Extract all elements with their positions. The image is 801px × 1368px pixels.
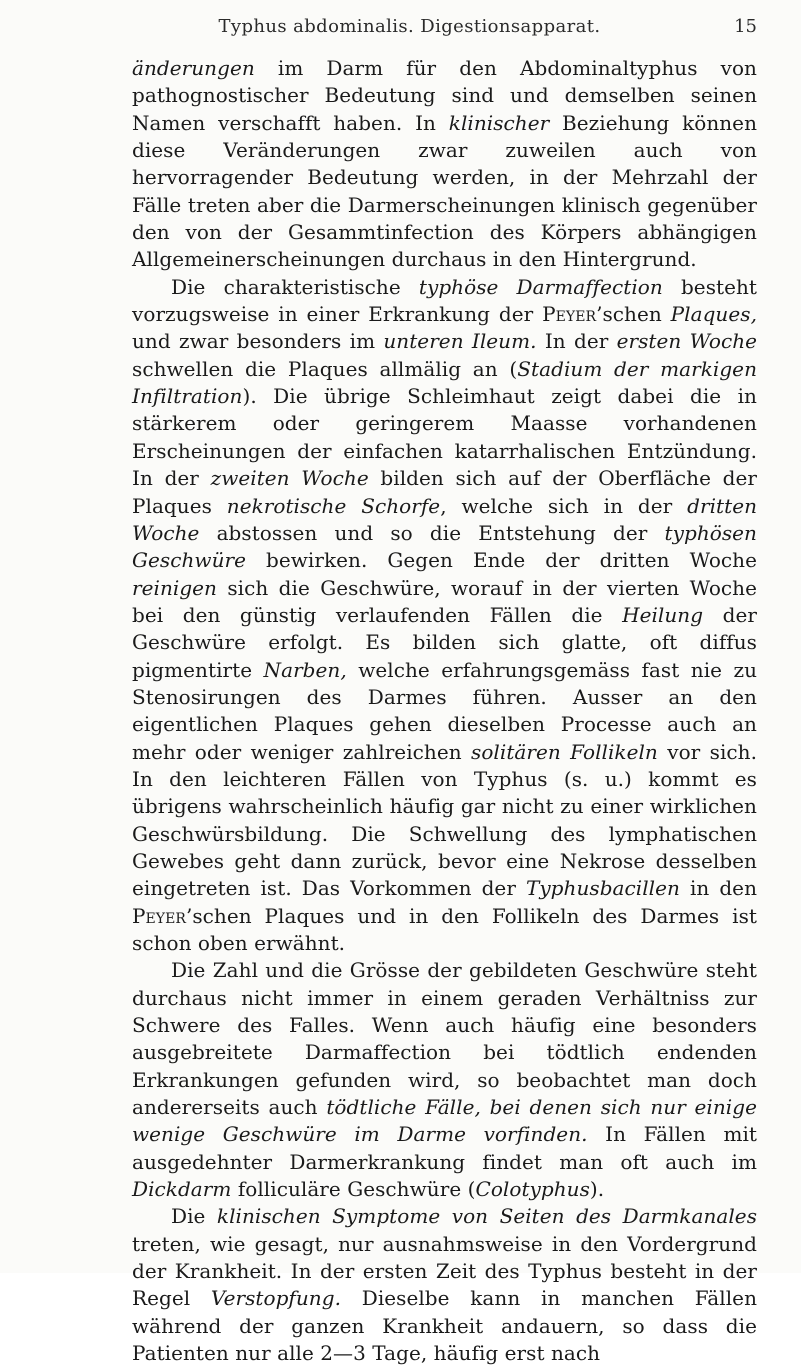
emphasis: Stadium der markigen Infiltration xyxy=(132,356,757,409)
emphasis: tödtliche Fälle, bei denen sich nur einige wenige Geschwüre im Darme vorfinden. xyxy=(132,1095,757,1147)
text-run: , welche sich in der xyxy=(440,493,688,518)
text-run: und zwar besonders im xyxy=(132,329,384,354)
text-run: folliculäre Geschwüre ( xyxy=(231,1177,476,1202)
emphasis: typhöse Darmaffection xyxy=(418,274,663,299)
body-text xyxy=(132,55,757,1368)
text-run: In der xyxy=(536,329,617,354)
text-run: im Darm für den Abdominaltyphus von pathognostischer Bedeutung sind und demselben seinen Namen verschafft haben. In xyxy=(132,56,757,135)
text-run: ). xyxy=(589,1177,605,1202)
text-run: der Geschwüre erfolgt. Es bilden sich glatte, oft diffus pigmentirte xyxy=(132,602,757,682)
text-run: schwellen die Plaques allmälig an ( xyxy=(132,356,518,381)
name-small-caps: Peyer xyxy=(542,302,597,327)
text-run: treten, wie gesagt, nur ausnahmsweise in den Vordergrund der Krankheit. In der ersten Zeit des Typhus besteht in der Regel xyxy=(132,1231,757,1311)
text-run: sich die Geschwüre, worauf in der vierten Woche bei den günstig verlaufenden Fällen die xyxy=(132,575,757,627)
emphasis: Colotyphus xyxy=(475,1177,590,1202)
emphasis: unteren Ileum. xyxy=(383,329,537,354)
text-run: Die Zahl und die Grösse der gebildeten Geschwüre steht durchaus nicht immer in einem geraden Verhältniss zur Schwere des Falles. Wenn auch häufig eine besonders ausgebreitete Darmaffection bei tödtlich endenden Erkrankungen gefunden wird, so beobachtet man doch andererseits auch xyxy=(132,958,757,1120)
emphasis: Typhusbacillen xyxy=(525,876,680,901)
text-run: In Fällen mit ausgedehnter Darmerkrankung findet man oft auch im xyxy=(132,1122,758,1174)
running-title: Typhus abdominalis. Digestionsapparat. xyxy=(218,16,601,37)
paragraph xyxy=(132,274,757,958)
emphasis: Narben, xyxy=(263,657,347,682)
text-run: Die charakteristische xyxy=(171,274,419,299)
text-run: ’schen xyxy=(596,302,671,327)
text-run: vor sich. In den leichteren Fällen von Typhus (s. u.) kommt es übrigens wahrscheinlich häufig gar nicht zu einer wirklichen Geschwürsbildung. Die Schwellung des lymphatischen Gewebes geht dann zurück, bevor eine Nekrose desselben eingetreten ist. Das Vorkommen der xyxy=(132,739,758,901)
emphasis: dritten Woche xyxy=(132,493,758,545)
emphasis: änderungen xyxy=(132,56,255,80)
text-run: besteht vorzugsweise in einer Erkrankung der xyxy=(132,274,758,327)
emphasis: klinischer xyxy=(448,110,550,135)
emphasis: klinischen Symptome von Seiten des Darmkanales xyxy=(216,1204,758,1229)
text-run: Dieselbe kann in manchen Fällen während der ganzen Krankheit andauern, so dass die Patienten nur alle 2—3 Tage, häufig erst nach xyxy=(132,1286,757,1366)
emphasis: typhösen Geschwüre xyxy=(132,520,757,573)
text-run: ). Die übrige Schleimhaut zeigt dabei die in stärkerem oder geringerem Maasse vorhandenen Erscheinungen der einfachen katarrhalischen Entzündung. In der xyxy=(132,384,757,491)
page-number: 15 xyxy=(734,16,757,37)
emphasis: ersten Woche xyxy=(616,329,758,354)
text-run: welche erfahrungsgemäss fast nie zu Stenosirungen des Darmes führen. Ausser an den eigentlichen Plaques gehen dieselben Processe auch an mehr oder weniger zahlreichen xyxy=(132,657,757,764)
text-run: abstossen und so die Entstehung der xyxy=(199,520,665,545)
name-small-caps: Peyer xyxy=(132,903,186,928)
paragraph xyxy=(132,957,757,1203)
text-run: bilden sich auf der Oberfläche der Plaques xyxy=(132,466,758,518)
text-run: ’schen Plaques und in den Follikeln des Darmes ist schon oben erwähnt. xyxy=(132,903,757,955)
text-run: Beziehung können diese Veränderungen zwar zuweilen auch von hervorragender Bedeutung werden, in der Mehrzahl der Fälle treten aber die Darmerscheinungen klinisch gegenüber den von der Gesammtinfection des Körpers abhängigen Allgemeinerscheinungen durchaus in den Hintergrund. xyxy=(132,110,758,272)
text-run: Die xyxy=(171,1204,217,1229)
text-run: in den xyxy=(679,876,757,901)
emphasis: Plaques, xyxy=(670,302,757,327)
emphasis: zweiten Woche xyxy=(210,466,369,491)
emphasis: reinigen xyxy=(132,575,217,600)
paragraph xyxy=(132,55,757,274)
emphasis: nekrotische Schorfe xyxy=(226,493,441,518)
emphasis: Dickdarm xyxy=(132,1177,232,1202)
emphasis: Verstopfung. xyxy=(210,1286,341,1311)
paragraph xyxy=(132,1203,757,1367)
emphasis: solitären Follikeln xyxy=(471,739,658,764)
emphasis: Heilung xyxy=(622,602,704,627)
running-head xyxy=(132,16,757,42)
text-run: bewirken. Gegen Ende der dritten Woche xyxy=(246,548,757,573)
